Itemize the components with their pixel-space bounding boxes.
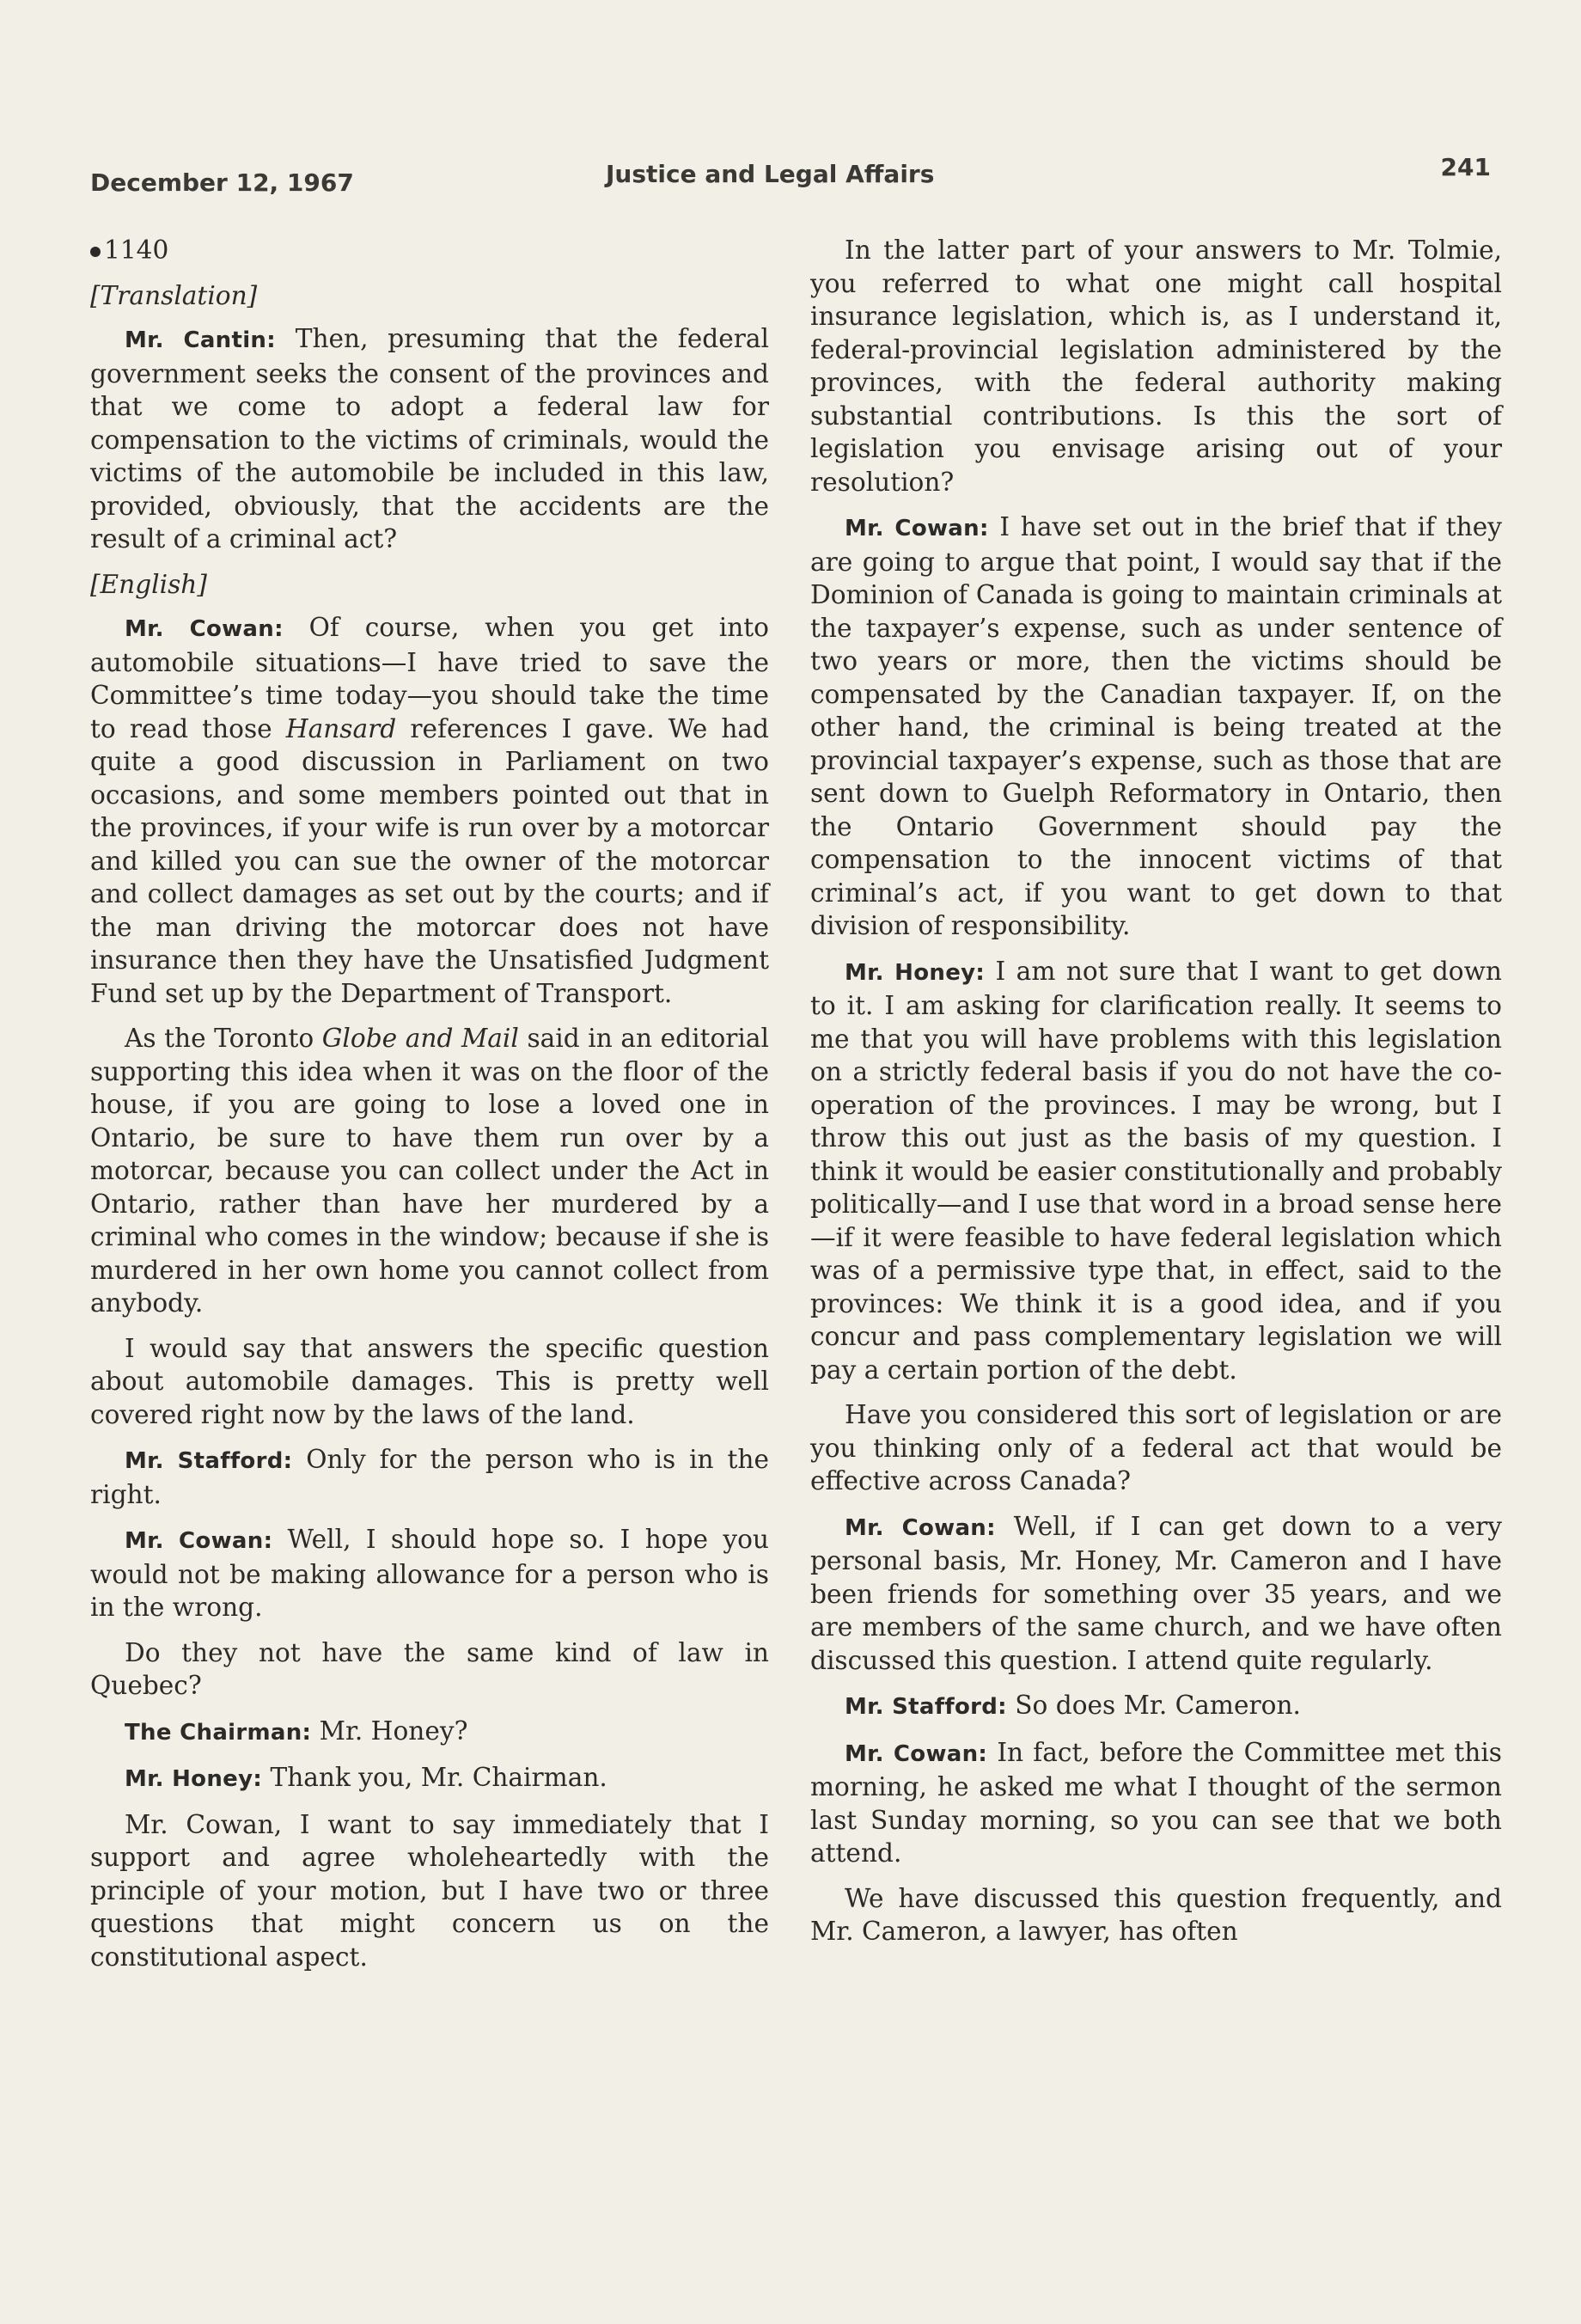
bullet-dot-icon (90, 247, 101, 257)
speaker-name: Mr. Honey: (845, 959, 986, 986)
speech-text: In fact, before the Committee met this morning, he asked me what I thought of the sermon last Sunday morning, so you can see that we both attend. (810, 1737, 1502, 1868)
header-date: December 12, 1967 (90, 168, 354, 197)
speaker-name: Mr. Cowan: (845, 516, 989, 541)
speaker-name: Mr. Stafford: (125, 1448, 293, 1474)
paragraph-text: We have discussed this question frequently, and Mr. Cameron, a lawyer, has often (810, 1883, 1502, 1946)
italic-reference: Globe and Mail (321, 1024, 519, 1053)
speech-paragraph (810, 511, 1502, 943)
speaker-name: The Chairman: (125, 1719, 312, 1746)
paragraph-text: Do they not have the same kind of law in Quebec? (90, 1637, 769, 1700)
speech-text: Then, presuming that the federal government seeks the consent of the provinces and that we come to adopt a federal law for compensation to the victims of criminals, would the victims of the automobile be included in this law, provided, obviously, that the accidents are the result of a criminal act? (90, 324, 769, 553)
speaker-name: Mr. Cowan: (845, 1740, 988, 1767)
speaker-name: Mr. Cowan: (845, 1514, 996, 1541)
translation-note: [Translation] (90, 280, 258, 310)
running-head (90, 153, 1491, 197)
page-number: 241 (1440, 153, 1491, 181)
translation-note-text: Translation (100, 280, 247, 310)
speech-paragraph (90, 1715, 769, 1750)
right-column (810, 234, 1502, 1960)
speech-paragraph (90, 611, 769, 1010)
paragraph-text: In the latter part of your answers to Mr. Tolmie, you referred to what one might call hospital insurance legislation, which is, as I understand it, federal-provincial legislation administered by the provinces, with the federal authority making substantial contributions. Is this the sort of legislation you envisage arising out of your resolution? (810, 235, 1502, 497)
left-column (90, 234, 769, 1985)
speaker-name: Mr. Cowan: (125, 616, 284, 642)
time-marker (90, 234, 769, 267)
speaker-name: Mr. Honey: (125, 1766, 263, 1792)
header-title: Justice and Legal Affairs (606, 160, 935, 188)
text-paragraph (810, 1398, 1502, 1498)
speech-text: I have set out in the brief that if they are going to argue that point, I would say that if the Dominion of Canada is going to maintain criminals at the taxpayer’s expense, such as under sentence of two years or more, then the victims should be compensated by the Canadian taxpayer. If, on the other hand, the criminal is being treated at the provincial taxpayer’s expense, such as those that are sent down to Guelph Reformatory in Ontario, then the Ontario Government should pay the compensation to the innocent victims of that criminal’s act, if you want to get down to that division of responsibility. (810, 512, 1502, 940)
speech-text: So does Mr. Cameron. (1015, 1691, 1301, 1720)
speech-text: I am not sure that I want to get down to it. I am asking for clarification really. It seems to me that you will have problems with this legislation on a strictly federal basis if you do not have the co-operation of the provinces. I may be wrong, but I throw this out just as the basis of my question. I think it would be easier constitutionally and probably politically—and I use that word in a broad sense here—if it were feasible to have federal legislation which was of a permissive type that, in effect, said to the provinces: We think it is a good idea, and if you concur and pass complementary legislation we will pay a certain portion of the debt. (810, 956, 1502, 1385)
paragraph-text: As the Toronto (125, 1024, 314, 1053)
speech-paragraph (90, 1523, 769, 1624)
paragraph-text: Have you considered this sort of legislation or are you thinking only of a federal act that would be effective across Canada? (810, 1400, 1502, 1495)
speech-text: Of course, when you get into automobile situations—I have tried to save the Committee’s time today—you should take the time to read those (90, 613, 769, 743)
english-note: [English] (90, 569, 207, 599)
text-paragraph (90, 1808, 769, 1974)
speech-paragraph (90, 1443, 769, 1511)
speech-text: references I gave. We had quite a good discussion in Parliament on two occasions, and some members pointed out that in the provinces, if your wife is run over by a motorcar and killed you can sue the owner of the motorcar and collect damages as set out by the courts; and if the man driving the motorcar does not have insurance then they have the Unsatisfied Judgment Fund set up by the Department of Transport. (90, 713, 769, 1008)
text-paragraph (810, 234, 1502, 498)
speaker-name: Mr. Cowan: (125, 1528, 273, 1554)
speaker-name: Mr. Stafford: (845, 1694, 1007, 1720)
speech-text: Thank you, Mr. Chairman. (270, 1763, 607, 1792)
speaker-name: Mr. Cantin: (125, 327, 276, 353)
text-paragraph (90, 1636, 769, 1703)
speech-text: Mr. Honey? (319, 1715, 468, 1746)
speech-paragraph (810, 1736, 1502, 1870)
italic-reference: Hansard (285, 713, 397, 743)
paragraph-text: Mr. Cowan, I want to say immediately that I support and agree wholeheartedly with the principle of your motion, but I have two or three questions that might concern us on the constitutional aspect. (90, 1809, 769, 1972)
speech-text: Only for the person who is in the right. (90, 1445, 769, 1509)
paragraph-text: said in an editorial supporting this idea when it was on the floor of the house, if you are going to lose a loved one in Ontario, be sure to have them run over by a motorcar, because you can collect under the Act in Ontario, rather than have her murdered by a criminal who comes in the window; because if she is murdered in her own home you cannot collect from anybody. (90, 1024, 769, 1318)
speech-text: Well, if I can get down to a very personal basis, Mr. Honey, Mr. Cameron and I have been friends for something over 35 years, and we are members of the same church, and we have often discussed this question. I attend quite regularly. (810, 1511, 1502, 1675)
speech-paragraph (810, 1510, 1502, 1678)
text-paragraph (90, 1022, 769, 1320)
text-paragraph (810, 1882, 1502, 1948)
time-marker-text: 1140 (104, 235, 169, 265)
speech-text: Well, I should hope so. I hope you would not be making allowance for a person who is in the wrong. (90, 1525, 769, 1622)
text-paragraph (90, 1332, 769, 1432)
english-note-text: English (100, 569, 198, 599)
speech-paragraph (810, 955, 1502, 1387)
speech-paragraph (810, 1689, 1502, 1724)
speech-paragraph (90, 1761, 769, 1796)
speech-paragraph (90, 322, 769, 556)
paragraph-text: I would say that answers the specific question about automobile damages. This is pretty well covered right now by the laws of the land. (90, 1333, 769, 1429)
